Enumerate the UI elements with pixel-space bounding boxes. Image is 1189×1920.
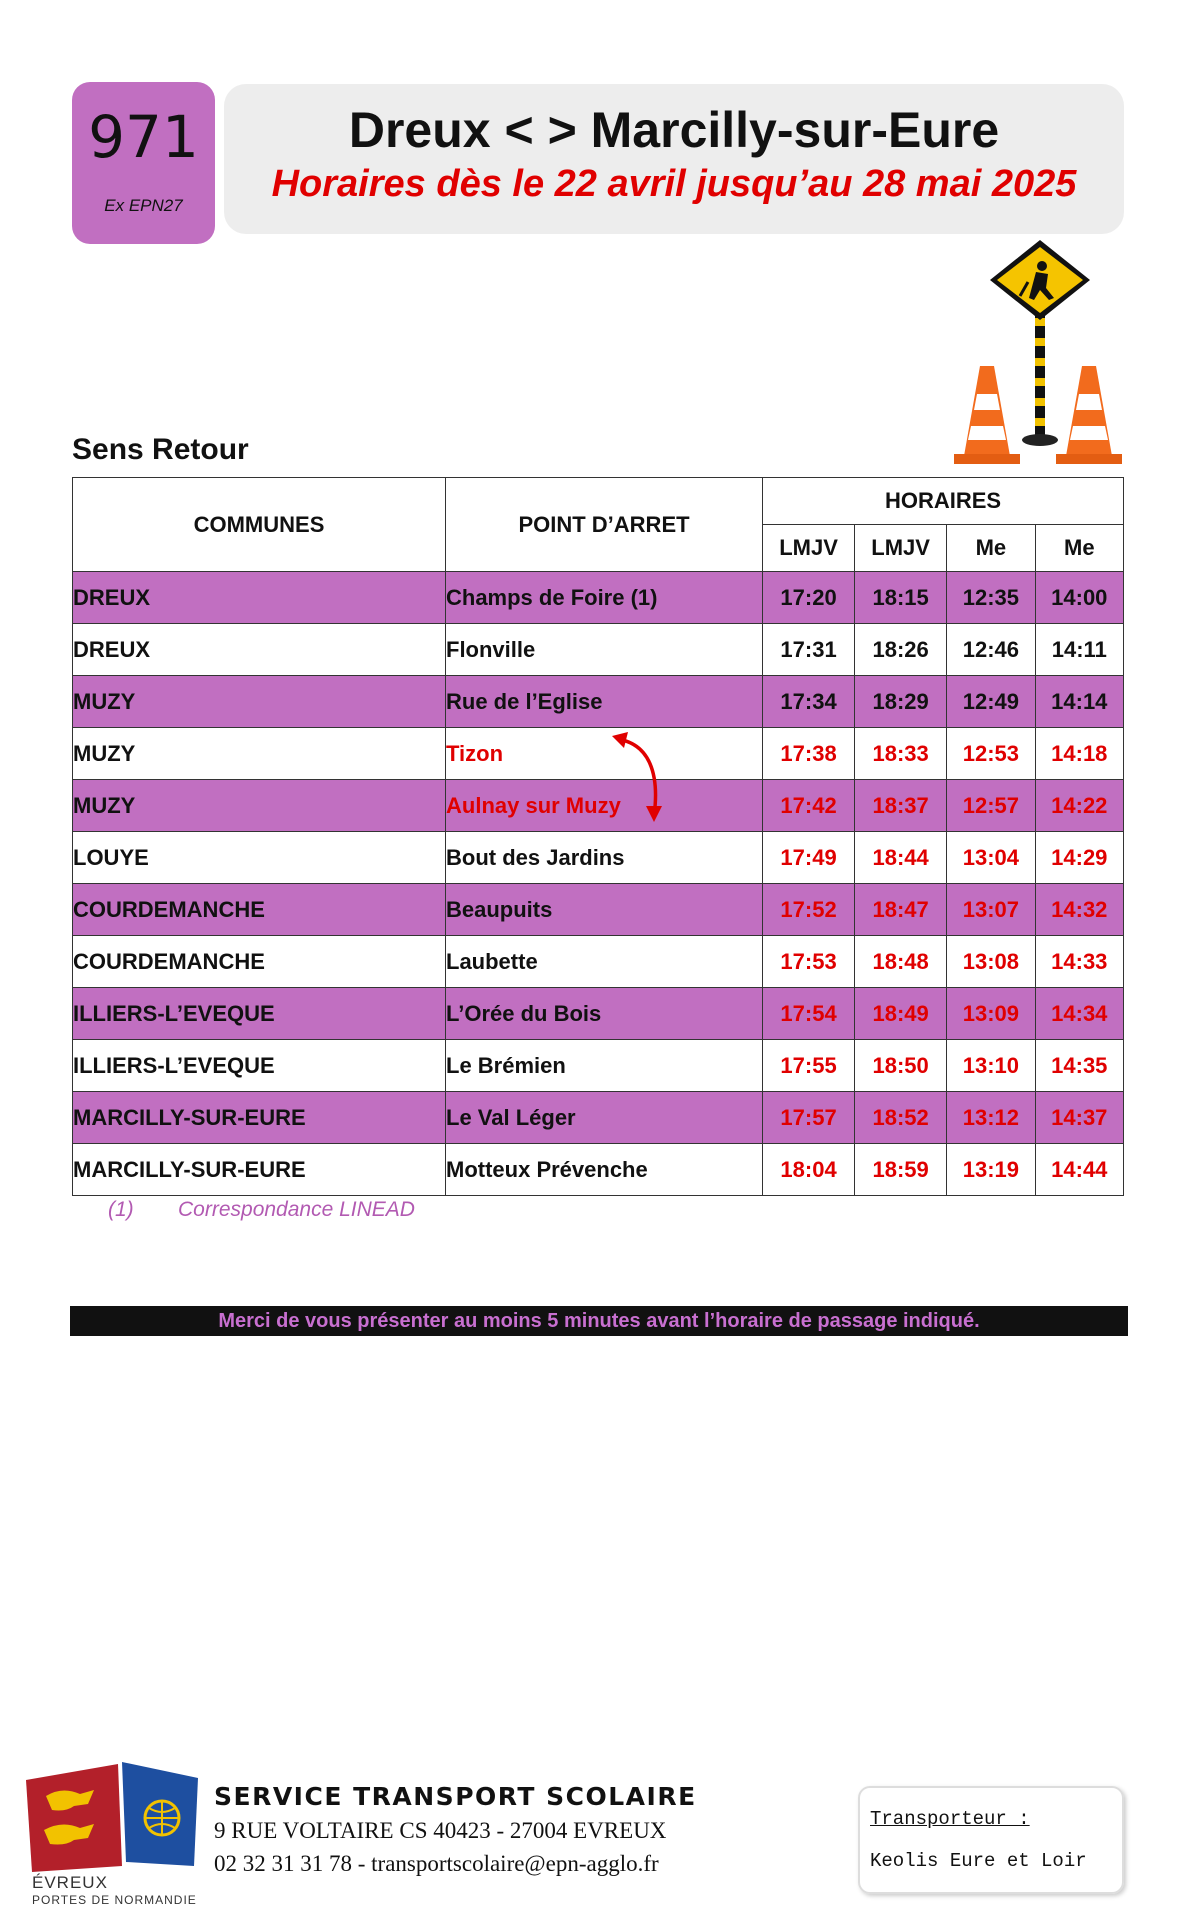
time-cell: 12:35 bbox=[947, 572, 1035, 624]
header-communes: COMMUNES bbox=[73, 478, 446, 572]
transporteur-box bbox=[858, 1786, 1124, 1894]
commune-cell: MARCILLY-SUR-EURE bbox=[73, 1092, 446, 1144]
commune-cell: MUZY bbox=[73, 676, 446, 728]
service-contact: 02 32 31 31 78 - transportscolaire@epn-agglo.fr bbox=[214, 1851, 659, 1876]
timetable bbox=[72, 477, 1124, 1196]
logo-name: ÉVREUX bbox=[32, 1873, 108, 1892]
time-cell: 18:44 bbox=[855, 832, 947, 884]
time-cell: 12:57 bbox=[947, 780, 1035, 832]
time-cell: 17:53 bbox=[763, 936, 855, 988]
time-cell: 14:35 bbox=[1035, 1040, 1123, 1092]
stop-cell: Bout des Jardins bbox=[446, 832, 763, 884]
time-cell: 18:47 bbox=[855, 884, 947, 936]
time-cell: 12:46 bbox=[947, 624, 1035, 676]
header-day: LMJV bbox=[855, 525, 947, 572]
time-cell: 17:57 bbox=[763, 1092, 855, 1144]
traffic-cone-icon bbox=[1056, 366, 1122, 464]
route-badge bbox=[72, 82, 215, 244]
time-cell: 13:10 bbox=[947, 1040, 1035, 1092]
stop-cell: Tizon bbox=[446, 728, 763, 780]
time-cell: 13:04 bbox=[947, 832, 1035, 884]
time-cell: 17:54 bbox=[763, 988, 855, 1040]
time-cell: 14:18 bbox=[1035, 728, 1123, 780]
table-row bbox=[73, 780, 1124, 832]
time-cell: 14:29 bbox=[1035, 832, 1123, 884]
page-title: Dreux < > Marcilly-sur-Eure bbox=[348, 102, 1000, 158]
table-row bbox=[73, 988, 1124, 1040]
notice-banner: Merci de vous présenter au moins 5 minutes avant l’horaire de passage indiqué. bbox=[70, 1306, 1128, 1336]
stop-cell: Flonville bbox=[446, 624, 763, 676]
commune-cell: ILLIERS-L’EVEQUE bbox=[73, 1040, 446, 1092]
time-cell: 14:14 bbox=[1035, 676, 1123, 728]
time-cell: 14:33 bbox=[1035, 936, 1123, 988]
commune-cell: ILLIERS-L’EVEQUE bbox=[73, 988, 446, 1040]
time-cell: 12:49 bbox=[947, 676, 1035, 728]
table-row bbox=[73, 936, 1124, 988]
table-row bbox=[73, 884, 1124, 936]
time-cell: 18:04 bbox=[763, 1144, 855, 1196]
time-cell: 17:31 bbox=[763, 624, 855, 676]
time-cell: 14:44 bbox=[1035, 1144, 1123, 1196]
header-day: LMJV bbox=[763, 525, 855, 572]
time-cell: 14:11 bbox=[1035, 624, 1123, 676]
time-cell: 13:12 bbox=[947, 1092, 1035, 1144]
header-day: Me bbox=[947, 525, 1035, 572]
service-title: SERVICE TRANSPORT SCOLAIRE bbox=[214, 1782, 697, 1811]
stop-cell: Le Brémien bbox=[446, 1040, 763, 1092]
time-cell: 17:38 bbox=[763, 728, 855, 780]
commune-cell: COURDEMANCHE bbox=[73, 884, 446, 936]
commune-cell: COURDEMANCHE bbox=[73, 936, 446, 988]
time-cell: 18:50 bbox=[855, 1040, 947, 1092]
stop-cell: Aulnay sur Muzy bbox=[446, 780, 763, 832]
table-row bbox=[73, 832, 1124, 884]
logo-tagline: PORTES DE NORMANDIE bbox=[32, 1893, 197, 1907]
route-number: 971 bbox=[88, 103, 199, 171]
time-cell: 14:22 bbox=[1035, 780, 1123, 832]
stop-cell: Laubette bbox=[446, 936, 763, 988]
time-cell: 14:34 bbox=[1035, 988, 1123, 1040]
stop-cell: Le Val Léger bbox=[446, 1092, 763, 1144]
time-cell: 18:15 bbox=[855, 572, 947, 624]
footnote bbox=[108, 1198, 415, 1222]
time-cell: 13:08 bbox=[947, 936, 1035, 988]
time-cell: 18:52 bbox=[855, 1092, 947, 1144]
time-cell: 18:37 bbox=[855, 780, 947, 832]
commune-cell: MUZY bbox=[73, 728, 446, 780]
route-former-name: Ex EPN27 bbox=[104, 196, 183, 215]
time-cell: 17:52 bbox=[763, 884, 855, 936]
time-cell: 18:33 bbox=[855, 728, 947, 780]
commune-cell: MARCILLY-SUR-EURE bbox=[73, 1144, 446, 1196]
time-cell: 18:59 bbox=[855, 1144, 947, 1196]
traffic-cone-icon bbox=[954, 366, 1020, 464]
time-cell: 17:20 bbox=[763, 572, 855, 624]
transporteur-label: Transporteur : bbox=[870, 1808, 1030, 1830]
page-subtitle: Horaires dès le 22 avril jusqu’au 28 mai 2025 bbox=[271, 163, 1077, 205]
time-cell: 18:29 bbox=[855, 676, 947, 728]
stop-cell: Rue de l’Eglise bbox=[446, 676, 763, 728]
footnote-mark: (1) bbox=[108, 1198, 134, 1221]
transporteur-value: Keolis Eure et Loir bbox=[870, 1850, 1087, 1872]
table-row bbox=[73, 1040, 1124, 1092]
stop-cell: Motteux Prévenche bbox=[446, 1144, 763, 1196]
swap-arrow-icon bbox=[610, 732, 670, 824]
stop-cell: L’Orée du Bois bbox=[446, 988, 763, 1040]
stop-cell: Champs de Foire (1) bbox=[446, 572, 763, 624]
header-horaires: HORAIRES bbox=[763, 478, 1124, 525]
road-works-sign-icon bbox=[950, 238, 1130, 474]
table-row bbox=[73, 1092, 1124, 1144]
title-box bbox=[224, 84, 1124, 234]
time-cell: 13:07 bbox=[947, 884, 1035, 936]
table-row bbox=[73, 624, 1124, 676]
time-cell: 13:09 bbox=[947, 988, 1035, 1040]
time-cell: 14:37 bbox=[1035, 1092, 1123, 1144]
time-cell: 18:26 bbox=[855, 624, 947, 676]
table-row bbox=[73, 676, 1124, 728]
footnote-text: Correspondance LINEAD bbox=[178, 1198, 415, 1221]
time-cell: 18:49 bbox=[855, 988, 947, 1040]
time-cell: 12:53 bbox=[947, 728, 1035, 780]
commune-cell: LOUYE bbox=[73, 832, 446, 884]
header-day: Me bbox=[1035, 525, 1123, 572]
commune-cell: DREUX bbox=[73, 624, 446, 676]
section-title: Sens Retour bbox=[72, 433, 249, 466]
table-row bbox=[73, 572, 1124, 624]
time-cell: 14:32 bbox=[1035, 884, 1123, 936]
header-point-arret: POINT D’ARRET bbox=[446, 478, 763, 572]
time-cell: 17:34 bbox=[763, 676, 855, 728]
time-cell: 17:42 bbox=[763, 780, 855, 832]
time-cell: 18:48 bbox=[855, 936, 947, 988]
table-row bbox=[73, 1144, 1124, 1196]
time-cell: 17:49 bbox=[763, 832, 855, 884]
service-address: 9 RUE VOLTAIRE CS 40423 - 27004 EVREUX bbox=[214, 1818, 667, 1843]
commune-cell: MUZY bbox=[73, 780, 446, 832]
stop-cell: Beaupuits bbox=[446, 884, 763, 936]
table-row bbox=[73, 728, 1124, 780]
commune-cell: DREUX bbox=[73, 572, 446, 624]
time-cell: 17:55 bbox=[763, 1040, 855, 1092]
time-cell: 14:00 bbox=[1035, 572, 1123, 624]
time-cell: 13:19 bbox=[947, 1144, 1035, 1196]
